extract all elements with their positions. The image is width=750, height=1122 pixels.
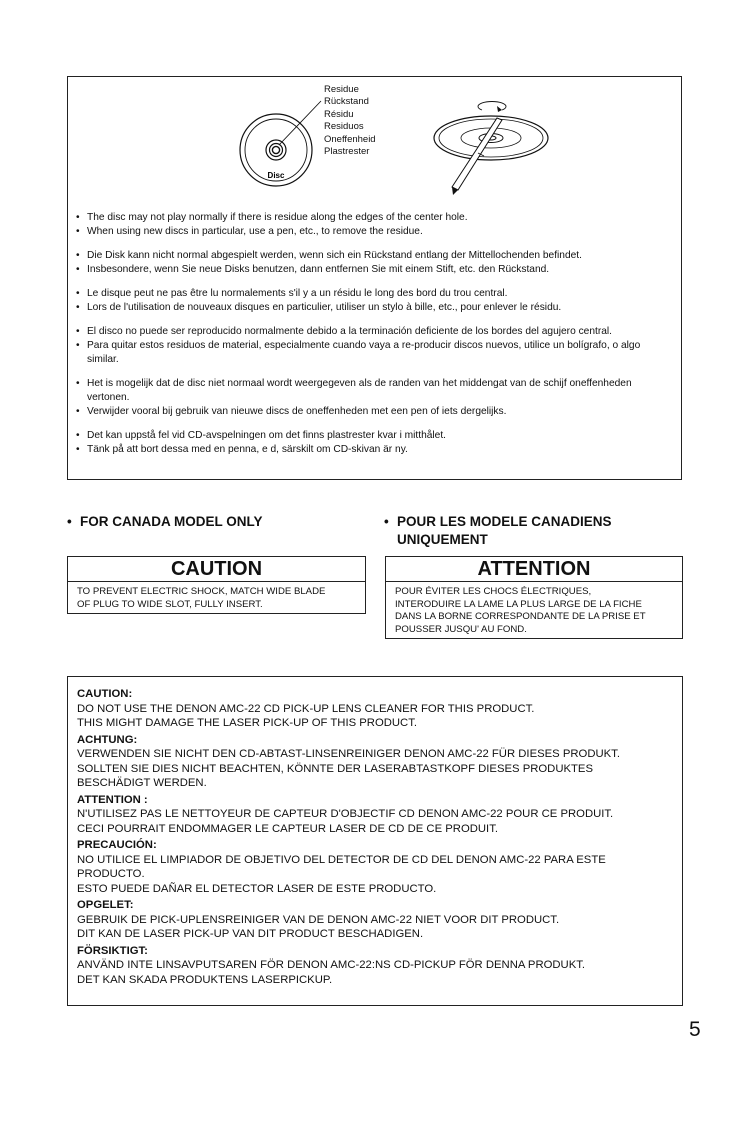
note-item: • Tänk på att bort dessa med en penna, e d, särskilt om CD-skivan är ny. [76, 443, 672, 457]
warning-line: PRODUCTO. [77, 868, 145, 880]
note-item: • The disc may not play normally if there is residue along the edges of the center hole. [76, 211, 672, 225]
warning-line: ANVÄND INTE LINSAVPUTSAREN FÖR DENON AMC-22:NS CD-PICKUP FÖR DENNA PRODUKT. [77, 959, 586, 971]
attention-title: ATTENTION [386, 557, 682, 582]
warning-es [77, 838, 673, 896]
attention-line: POUSSER JUSQU' AU FOND. [395, 623, 527, 635]
warning-de [77, 733, 673, 791]
warning-line: DIT KAN DE LASER PICK-UP VAN DIT PRODUCT BESCHADIGEN. [77, 928, 424, 940]
residue-label: Plastrester [324, 146, 370, 158]
warning-line: THIS MIGHT DAMAGE THE LASER PICK-UP OF THIS PRODUCT. [77, 717, 418, 729]
warning-heading: ACHTUNG: [77, 733, 138, 746]
disc-label: Disc [267, 171, 285, 180]
warning-heading: PRECAUCIÓN: [77, 839, 157, 851]
residue-label: Résidu [324, 108, 354, 120]
warning-heading: OPGELET: [77, 899, 134, 911]
warning-line: BESCHÄDIGT WERDEN. [77, 777, 207, 789]
caution-line: OF PLUG TO WIDE SLOT, FULLY INSERT. [77, 598, 263, 610]
warning-heading: ATTENTION : [77, 793, 148, 806]
bullet-dot: • [67, 514, 72, 529]
warning-line: NO UTILICE EL LIMPIADOR DE OBJETIVO DEL DETECTOR DE CD DEL DENON AMC-22 PARA ESTE [77, 853, 606, 866]
residue-leader-line [279, 101, 321, 145]
note-group-nl [76, 377, 672, 419]
note-item: • When using new discs in particular, use a pen, etc., to remove the residue. [76, 225, 672, 239]
attention-line: POUR ÉVITER LES CHOCS ÉLECTRIQUES, [395, 586, 592, 597]
residue-label: Residuos [324, 121, 364, 133]
warning-nl [77, 898, 673, 942]
attention-line: INTERODUIRE LA LAME LA PLUS LARGE DE LA FICHE [395, 598, 642, 610]
warning-line: DET KAN SKADA PRODUKTENS LASERPICKUP. [77, 973, 333, 986]
bullet-dot: • [384, 514, 389, 529]
note-group-de [76, 249, 672, 277]
note-item: • Det kan uppstå fel vid CD-avspelningen om det finns plastrester kvar i mitthålet. [76, 429, 672, 443]
disc-pen-icon [434, 102, 548, 195]
note-group-sv [76, 429, 672, 457]
warning-heading: FÖRSIKTIGT: [77, 944, 148, 957]
canada-heading-text: FOR CANADA MODEL ONLY [80, 514, 263, 529]
residue-labels [324, 84, 376, 158]
warning-en [77, 687, 673, 731]
attention-line: DANS LA BORNE CORRESPONDANTE DE LA PRISE ET [395, 611, 646, 623]
disc-residue-box [67, 76, 682, 480]
note-item: • El disco no puede ser reproducido normalmente debido a la terminación deficiente de los bordes del agujero central. [76, 325, 672, 339]
warning-line: GEBRUIK DE PICK-UPLENSREINIGER VAN DE DENON AMC-22 NIET VOOR DIT PRODUCT. [77, 913, 560, 926]
warning-line: SOLLTEN SIE DIES NICHT BEACHTEN, KÖNNTE DER LASERABTASTKOPF DIESES PRODUKTES [77, 762, 593, 775]
residue-label: Rückstand [324, 96, 369, 108]
note-item: • Para quitar estos residuos de material, especialmente cuando vaya a re-producir discos nuevos, utilice un bolígrafo, o algo similar. [76, 339, 672, 367]
note-group-es [76, 325, 672, 367]
note-item: • Insbesondere, wenn Sie neue Disks benutzen, dann entfernen Sie mit einem Stift, etc. den Rückstand. [76, 263, 672, 277]
canada-heading-fr [384, 513, 612, 549]
attention-box [385, 556, 683, 639]
note-group-fr [76, 287, 672, 315]
canada-heading-text: UNIQUEMENT [397, 532, 488, 547]
note-item: • Lors de l'utilisation de nouveaux disques en particulier, utiliser un stylo à bille, etc., pour enlever le résidu. [76, 301, 672, 315]
canada-heading-text: POUR LES MODELE CANADIENS [397, 514, 612, 529]
note-item: • Le disque peut ne pas être lu normalements s'il y a un résidu le long des bord du trou central. [76, 287, 672, 301]
caution-line: TO PREVENT ELECTRIC SHOCK, MATCH WIDE BLADE [77, 586, 326, 597]
note-item: • Verwijder vooral bij gebruik van nieuwe discs de oneffenheden met een pen of iets dergelijks. [76, 405, 672, 419]
warning-line: N'UTILISEZ PAS LE NETTOYEUR DE CAPTEUR D'OBJECTIF CD DENON AMC-22 POUR CE PRODUIT. [77, 808, 614, 820]
warning-fr [77, 793, 673, 837]
note-item: • Die Disk kann nicht normal abgespielt werden, wenn sich ein Rückstand entlang der Mittellochenden befindet. [76, 249, 672, 263]
note-item: • Het is mogelijk dat de disc niet normaal wordt weergegeven als de randen van het middengat van de schijf oneffenheden vertonen. [76, 377, 672, 405]
warning-line: CECI POURRAIT ENDOMMAGER LE CAPTEUR LASER DE CD DE CE PRODUIT. [77, 822, 498, 835]
caution-box [67, 556, 366, 614]
warning-heading: CAUTION: [77, 688, 133, 700]
disc-front-icon [240, 114, 312, 186]
warning-sv [77, 944, 673, 988]
residue-label: Residue [324, 84, 359, 95]
residue-notes [76, 211, 672, 457]
residue-label: Oneffenheid [324, 133, 376, 145]
warning-line: ESTO PUEDE DAÑAR EL DETECTOR LASER DE ESTE PRODUCTO. [77, 882, 437, 895]
lens-cleaner-warning-box [67, 676, 683, 1006]
caution-title: CAUTION [68, 557, 365, 582]
page-number: 5 [689, 1018, 701, 1041]
warning-line: VERWENDEN SIE NICHT DEN CD-ABTAST-LINSENREINIGER DENON AMC-22 FÜR DIESES PRODUKT. [77, 748, 620, 760]
attention-body [386, 582, 682, 636]
warning-line: DO NOT USE THE DENON AMC-22 CD PICK-UP LENS CLEANER FOR THIS PRODUCT. [77, 702, 535, 715]
warning-list [77, 687, 673, 989]
caution-body [68, 582, 365, 611]
canada-heading-en [67, 513, 263, 531]
note-group-en [76, 211, 672, 239]
